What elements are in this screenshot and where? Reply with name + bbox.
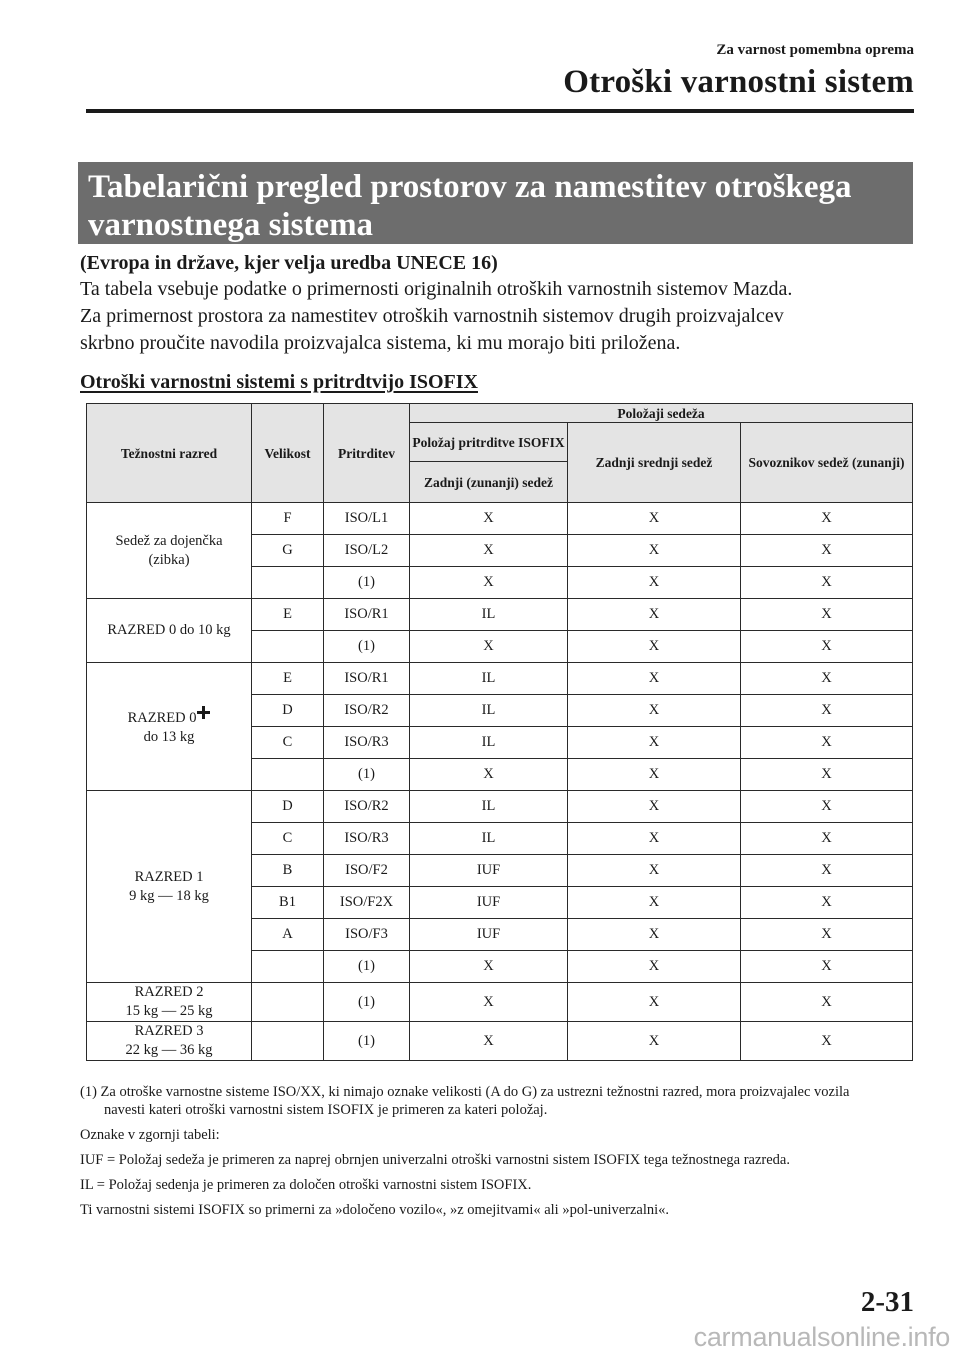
passenger-cell: X bbox=[741, 1022, 913, 1061]
intro-line-2: Za primernost prostora za namestitev otroških varnostnih sistemov drugih proizvajalcev bbox=[80, 305, 784, 327]
rear-outer-cell: X bbox=[410, 759, 568, 791]
legend-iuf: IUF = Položaj sedeža je primeren za naprej obrnjen univerzalni otroški varnostni sistem ISOFIX tega težnostnega razreda. bbox=[80, 1152, 790, 1168]
suitability-note: Ti varnostni sistemi ISOFIX so primerni za »določeno vozilo«, »z omejitvami« ali »pol-univerzalni«. bbox=[80, 1202, 670, 1218]
fixture-cell: (1) bbox=[324, 567, 410, 599]
banner-title-line-2: varnostnega sistema bbox=[88, 207, 374, 243]
rear-center-cell: X bbox=[568, 1022, 741, 1061]
fixture-cell: (1) bbox=[324, 983, 410, 1022]
size-cell: G bbox=[252, 535, 324, 567]
fixture-cell: ISO/F3 bbox=[324, 919, 410, 951]
rear-center-cell: X bbox=[568, 599, 741, 631]
rear-outer-cell: X bbox=[410, 1022, 568, 1061]
group-label-line: RAZRED 3 bbox=[134, 1023, 204, 1039]
size-cell: A bbox=[252, 919, 324, 951]
rear-center-cell: X bbox=[568, 727, 741, 759]
rear-outer-cell: X bbox=[410, 567, 568, 599]
group-label bbox=[87, 791, 252, 983]
size-cell: C bbox=[252, 727, 324, 759]
group-label bbox=[87, 599, 252, 663]
rear-center-cell: X bbox=[568, 535, 741, 567]
intro-line-1: Ta tabela vsebuje podatke o primernosti originalnih otroških varnostnih sistemov Mazda. bbox=[80, 278, 793, 300]
passenger-cell: X bbox=[741, 631, 913, 663]
header-seat-positions: Položaji sedeža bbox=[410, 404, 913, 423]
rear-center-cell: X bbox=[568, 791, 741, 823]
section-banner bbox=[78, 162, 913, 244]
fixture-cell: ISO/R3 bbox=[324, 727, 410, 759]
header-fixture: Pritrditev bbox=[324, 404, 410, 503]
rear-outer-cell: IL bbox=[410, 823, 568, 855]
group-label bbox=[87, 503, 252, 599]
fixture-cell: ISO/F2 bbox=[324, 855, 410, 887]
header-rear-outer: Zadnji (zunanji) sedež bbox=[410, 462, 568, 503]
rear-center-cell: X bbox=[568, 823, 741, 855]
rear-center-cell: X bbox=[568, 695, 741, 727]
group-label-text: RAZRED 0 bbox=[127, 710, 197, 726]
group-label-line: RAZRED 2 bbox=[134, 984, 204, 1000]
intro-line-3: skrbno proučite navodila proizvajalca sistema, ki mu morajo biti priložena. bbox=[80, 332, 681, 354]
fixture-cell: ISO/R3 bbox=[324, 823, 410, 855]
banner-title-line-1: Tabelarični pregled prostorov za namestitev otroškega bbox=[88, 169, 852, 205]
passenger-cell: X bbox=[741, 663, 913, 695]
group-label-line bbox=[89, 706, 249, 728]
fixture-cell: (1) bbox=[324, 1022, 410, 1061]
rear-outer-cell: X bbox=[410, 951, 568, 983]
rear-outer-cell: IL bbox=[410, 599, 568, 631]
header-rule bbox=[86, 109, 914, 113]
size-cell bbox=[252, 951, 324, 983]
header-passenger: Sovoznikov sedež (zunanji) bbox=[741, 423, 913, 503]
legend-intro: Oznake v zgornji tabeli: bbox=[80, 1127, 220, 1143]
rear-center-cell: X bbox=[568, 951, 741, 983]
size-cell bbox=[252, 983, 324, 1022]
group-label-line: RAZRED 0 do 10 kg bbox=[107, 622, 231, 638]
group-label-line: 15 kg — 25 kg bbox=[125, 1003, 213, 1019]
intro-paragraph bbox=[80, 276, 920, 357]
group-label-line: 22 kg — 36 kg bbox=[125, 1042, 213, 1058]
rear-center-cell: X bbox=[568, 919, 741, 951]
size-cell: B bbox=[252, 855, 324, 887]
size-cell: C bbox=[252, 823, 324, 855]
plus-icon bbox=[197, 706, 210, 719]
passenger-cell: X bbox=[741, 535, 913, 567]
size-cell bbox=[252, 1022, 324, 1061]
size-cell bbox=[252, 759, 324, 791]
header-size: Velikost bbox=[252, 404, 324, 503]
rear-outer-cell: IUF bbox=[410, 919, 568, 951]
header-rear-center: Zadnji srednji sedež bbox=[568, 423, 741, 503]
size-cell bbox=[252, 567, 324, 599]
passenger-cell: X bbox=[741, 759, 913, 791]
group-label bbox=[87, 663, 252, 791]
passenger-cell: X bbox=[741, 855, 913, 887]
intro-heading: (Evropa in države, kjer velja uredba UNECE 16) bbox=[80, 252, 498, 274]
group-label-line: Sedež za dojenčka bbox=[115, 532, 223, 549]
rear-center-cell: X bbox=[568, 663, 741, 695]
running-header-chapter: Otroški varnostni sistem bbox=[563, 64, 914, 100]
passenger-cell: X bbox=[741, 919, 913, 951]
passenger-cell: X bbox=[741, 823, 913, 855]
table-row bbox=[87, 503, 913, 535]
fixture-cell: ISO/R1 bbox=[324, 599, 410, 631]
rear-outer-cell: IL bbox=[410, 663, 568, 695]
size-cell: F bbox=[252, 503, 324, 535]
rear-center-cell: X bbox=[568, 983, 741, 1022]
watermark: carmanualsonline.info bbox=[693, 1322, 950, 1352]
table-subheading: Otroški varnostni sistemi s pritrdtvijo ISOFIX bbox=[80, 371, 478, 393]
rear-outer-cell: X bbox=[410, 631, 568, 663]
rear-center-cell: X bbox=[568, 567, 741, 599]
fixture-cell: ISO/L2 bbox=[324, 535, 410, 567]
table-row bbox=[87, 663, 913, 695]
table-row bbox=[87, 791, 913, 823]
header-weight-class: Težnostni razred bbox=[87, 404, 252, 503]
table-notes bbox=[80, 1083, 870, 1226]
rear-outer-cell: IUF bbox=[410, 855, 568, 887]
size-cell: B1 bbox=[252, 887, 324, 919]
rear-outer-cell: IUF bbox=[410, 887, 568, 919]
size-cell bbox=[252, 631, 324, 663]
rear-center-cell: X bbox=[568, 631, 741, 663]
running-header-section: Za varnost pomembna oprema bbox=[716, 42, 914, 58]
fixture-cell: ISO/L1 bbox=[324, 503, 410, 535]
passenger-cell: X bbox=[741, 983, 913, 1022]
passenger-cell: X bbox=[741, 887, 913, 919]
passenger-cell: X bbox=[741, 791, 913, 823]
size-cell: E bbox=[252, 599, 324, 631]
rear-outer-cell: IL bbox=[410, 727, 568, 759]
rear-outer-cell: X bbox=[410, 503, 568, 535]
group-label-line: 9 kg — 18 kg bbox=[129, 887, 209, 904]
group-label bbox=[87, 1022, 252, 1061]
fixture-cell: (1) bbox=[324, 759, 410, 791]
rear-center-cell: X bbox=[568, 855, 741, 887]
fixture-cell: ISO/F2X bbox=[324, 887, 410, 919]
group-label-line: RAZRED 1 bbox=[134, 868, 204, 885]
table-row bbox=[87, 1022, 913, 1061]
group-label bbox=[87, 983, 252, 1022]
legend-il: IL = Položaj sedenja je primeren za določen otroški varnostni sistem ISOFIX. bbox=[80, 1177, 532, 1193]
fixture-cell: ISO/R2 bbox=[324, 791, 410, 823]
passenger-cell: X bbox=[741, 503, 913, 535]
size-cell: D bbox=[252, 791, 324, 823]
size-cell: E bbox=[252, 663, 324, 695]
group-label-line: do 13 kg bbox=[143, 729, 195, 745]
passenger-cell: X bbox=[741, 951, 913, 983]
rear-outer-cell: X bbox=[410, 983, 568, 1022]
table-row bbox=[87, 983, 913, 1022]
passenger-cell: X bbox=[741, 727, 913, 759]
fixture-cell: (1) bbox=[324, 631, 410, 663]
fixture-cell: ISO/R1 bbox=[324, 663, 410, 695]
size-cell: D bbox=[252, 695, 324, 727]
passenger-cell: X bbox=[741, 599, 913, 631]
rear-center-cell: X bbox=[568, 503, 741, 535]
rear-outer-cell: IL bbox=[410, 695, 568, 727]
passenger-cell: X bbox=[741, 567, 913, 599]
header-isofix-position: Položaj pritrditve ISOFIX bbox=[410, 423, 568, 462]
table-row bbox=[87, 599, 913, 631]
isofix-suitability-table bbox=[86, 403, 913, 1061]
passenger-cell: X bbox=[741, 695, 913, 727]
group-label-line: (zibka) bbox=[148, 551, 190, 568]
page-number: 2-31 bbox=[860, 1286, 914, 1318]
rear-center-cell: X bbox=[568, 887, 741, 919]
fixture-cell: ISO/R2 bbox=[324, 695, 410, 727]
rear-outer-cell: X bbox=[410, 535, 568, 567]
rear-outer-cell: IL bbox=[410, 791, 568, 823]
fixture-cell: (1) bbox=[324, 951, 410, 983]
footnote-1: (1) Za otroške varnostne sisteme ISO/XX, ki nimajo oznake velikosti (A do G) za ustrezni težnostni razred, mora proizvajalec vozila navesti kateri otroški varnostni sistem ISOFIX je primeren za kateri položaj. bbox=[80, 1084, 850, 1118]
rear-center-cell: X bbox=[568, 759, 741, 791]
